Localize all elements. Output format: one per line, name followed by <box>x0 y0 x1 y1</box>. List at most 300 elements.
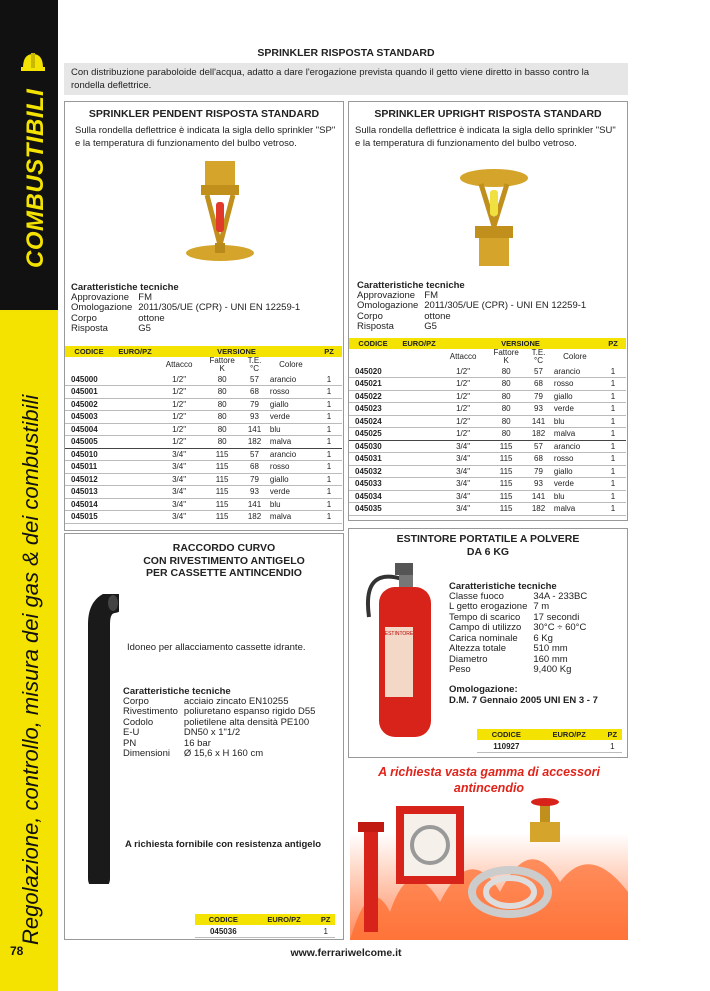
spec-value: 510 mm <box>533 643 568 655</box>
row-pz: 1 <box>600 365 626 378</box>
intro-text: Con distribuzione paraboloide dell'acqua, adatto a dare l'erogazione prevista quando il getto viene diretto in basso contro la rondella deflettrice. <box>64 63 628 95</box>
spec-value: 9,400 Kg <box>533 664 572 676</box>
row-code: 045003 <box>65 411 113 424</box>
row-euro <box>397 453 441 466</box>
helmet-icon <box>20 50 46 74</box>
row-t: 79 <box>243 473 266 486</box>
col-pz: PZ <box>316 346 342 357</box>
row-attacco: 3/4" <box>157 511 201 524</box>
row-colore: malva <box>550 428 600 441</box>
row-colore: arancio <box>550 440 600 453</box>
spec-value: G5 <box>424 321 437 333</box>
promo-line2: antincendio <box>453 781 525 796</box>
row-t: 182 <box>243 511 266 524</box>
row-t: 68 <box>527 378 550 391</box>
row-k: 80 <box>485 378 527 391</box>
table-row <box>65 423 342 436</box>
spec-value: 17 secondi <box>533 611 580 623</box>
col-codice: CODICE <box>195 914 252 925</box>
upright-product-table-wrap <box>349 338 626 516</box>
row-attacco: 1/2" <box>441 428 485 441</box>
row-euro <box>113 411 157 424</box>
upright-description: Sulla rondella deflettrice è indicata la sigla dello sprinkler "SU" e la temperatura di funzionamento del bulbo vetroso. <box>355 125 616 149</box>
row-t: 93 <box>527 403 550 416</box>
row-pz: 1 <box>600 403 626 416</box>
raccordo-title-line3: PER CASSETTE ANTINCENDIO <box>146 567 302 580</box>
spec-label: Codolo <box>123 716 154 728</box>
spec-label: Diametro <box>449 653 488 665</box>
spec-value: poliuretano espanso rigido D55 <box>183 706 316 718</box>
row-attacco: 1/2" <box>157 373 201 386</box>
row-pz: 1 <box>316 461 342 474</box>
pendent-specs-table <box>71 293 306 335</box>
col-codice: CODICE <box>477 729 536 740</box>
row-k: 80 <box>201 386 243 399</box>
row-code: 045021 <box>349 378 397 391</box>
row-k: 80 <box>485 428 527 441</box>
spec-label: Risposta <box>357 321 394 333</box>
row-attacco: 3/4" <box>441 465 485 478</box>
row-pz: 1 <box>316 448 342 461</box>
row-t: 68 <box>243 461 266 474</box>
row-pz: 1 <box>600 490 626 503</box>
row-colore: arancio <box>266 448 316 461</box>
row-code: 045023 <box>349 403 397 416</box>
promo-line1: A richiesta vasta gamma di accessori <box>378 765 600 779</box>
row-euro <box>397 503 441 516</box>
row-colore: verde <box>266 411 316 424</box>
row-pz: 1 <box>600 503 626 516</box>
accessories-promo <box>350 762 628 940</box>
pendent-specs <box>71 282 306 335</box>
row-euro <box>113 473 157 486</box>
row-colore: malva <box>550 503 600 516</box>
row-attacco: 1/2" <box>441 415 485 428</box>
table-row <box>65 398 342 411</box>
row-t: 141 <box>243 498 266 511</box>
pendent-product-table-wrap <box>65 346 342 524</box>
raccordo-pipe-image <box>79 594 119 884</box>
row-t: 182 <box>527 503 550 516</box>
row-pz: 1 <box>600 428 626 441</box>
row-code: 045000 <box>65 373 113 386</box>
col-codice: CODICE <box>349 338 397 349</box>
spec-value: 34A - 233BC <box>533 591 588 602</box>
row-code: 045013 <box>65 486 113 499</box>
col-euro: EURO/PZ <box>113 346 157 357</box>
spec-value: G5 <box>138 323 151 335</box>
pendent-sprinkler-image <box>175 157 265 277</box>
row-pz: 1 <box>316 373 342 386</box>
row-pz: 1 <box>600 378 626 391</box>
row-attacco: 1/2" <box>441 390 485 403</box>
table-row <box>349 453 626 466</box>
col-pz: PZ <box>603 729 622 740</box>
col-pz: PZ <box>316 914 335 925</box>
row-k: 115 <box>485 465 527 478</box>
raccordo-title <box>65 542 343 580</box>
row-attacco: 1/2" <box>157 386 201 399</box>
row-euro <box>113 511 157 524</box>
row-t: 182 <box>527 428 550 441</box>
pendent-specs-title: Caratteristiche tecniche <box>71 282 179 293</box>
row-k: 115 <box>201 461 243 474</box>
page-title: SPRINKLER RISPOSTA STANDARD <box>257 47 435 59</box>
col-fattore: Fattore K <box>201 357 243 373</box>
spec-value: ottone <box>424 310 451 322</box>
table-row <box>349 403 626 416</box>
row-colore: rosso <box>266 386 316 399</box>
table-row <box>349 415 626 428</box>
row-k: 115 <box>201 486 243 499</box>
row-code: 045034 <box>349 490 397 503</box>
spec-label: Tempo di scarico <box>449 611 521 623</box>
upright-product-table <box>349 338 626 516</box>
upright-specs-table <box>357 291 592 333</box>
upright-panel <box>348 101 628 521</box>
row-euro <box>397 403 441 416</box>
row-attacco: 3/4" <box>157 498 201 511</box>
estintore-omologazione: D.M. 7 Gennaio 2005 UNI EN 3 - 7 <box>449 694 598 706</box>
row-euro <box>397 478 441 491</box>
row-t: 141 <box>527 415 550 428</box>
row-t: 57 <box>243 448 266 461</box>
row-t: 79 <box>527 390 550 403</box>
spec-value: Ø 15,6 x H 160 cm <box>183 748 264 760</box>
row-pz: 1 <box>316 511 342 524</box>
row-t: 79 <box>243 398 266 411</box>
row-k: 80 <box>201 436 243 449</box>
estintore-product-table <box>477 729 622 753</box>
row-euro <box>113 373 157 386</box>
row-pz: 1 <box>600 453 626 466</box>
row-t: 141 <box>527 490 550 503</box>
spec-label: PN <box>123 737 137 749</box>
row-euro <box>397 390 441 403</box>
row-k: 115 <box>485 503 527 516</box>
extinguisher-image <box>357 557 437 747</box>
row-pz: 1 <box>316 486 342 499</box>
row-colore: giallo <box>550 390 600 403</box>
footer-url[interactable]: www.ferrariwelcome.it <box>290 947 402 959</box>
row-k: 115 <box>485 440 527 453</box>
pendent-description: Sulla rondella deflettrice è indicata la sigla dello sprinkler "SP" e la temperatura di funzionamento del bulbo vetroso. <box>75 125 336 149</box>
spec-value: 2011/305/UE (CPR) - UNI EN 12259-1 <box>138 302 301 314</box>
row-euro <box>397 440 441 453</box>
row-code: 045022 <box>349 390 397 403</box>
spec-label: Altezza totale <box>449 643 507 655</box>
raccordo-note: A richiesta fornibile con resistenza antigelo <box>125 839 322 850</box>
spec-value: 2011/305/UE (CPR) - UNI EN 12259-1 <box>424 300 587 312</box>
spec-value: polietilene alta densità PE100 <box>183 716 310 728</box>
row-colore: blu <box>266 498 316 511</box>
raccordo-description: Idoneo per allacciamento cassette idrante. <box>127 642 306 653</box>
row-pz: 1 <box>316 498 342 511</box>
row-k: 115 <box>201 511 243 524</box>
row-code: 110927 <box>477 740 536 753</box>
pendent-panel <box>64 101 344 531</box>
estintore-table-wrap <box>477 729 622 753</box>
estintore-specs-table <box>449 592 593 676</box>
row-colore: giallo <box>550 465 600 478</box>
fire-accessories-image <box>350 762 628 940</box>
row-code: 045005 <box>65 436 113 449</box>
row-k: 80 <box>201 411 243 424</box>
spec-label: Omologazione <box>71 302 133 314</box>
table-row <box>477 740 622 753</box>
row-code: 045004 <box>65 423 113 436</box>
row-pz: 1 <box>600 478 626 491</box>
row-k: 115 <box>485 478 527 491</box>
row-euro <box>113 498 157 511</box>
table-row <box>349 390 626 403</box>
row-code: 045030 <box>349 440 397 453</box>
spec-value: 16 bar <box>183 737 211 749</box>
row-colore: blu <box>266 423 316 436</box>
row-colore: arancio <box>550 365 600 378</box>
upright-specs-title: Caratteristiche tecniche <box>357 280 465 291</box>
estintore-panel <box>348 528 628 758</box>
row-t: 68 <box>243 386 266 399</box>
col-codice: CODICE <box>65 346 113 357</box>
row-colore: giallo <box>266 398 316 411</box>
table-row <box>65 486 342 499</box>
table-row <box>349 503 626 516</box>
row-t: 93 <box>527 478 550 491</box>
table-row <box>349 465 626 478</box>
spec-value: DN50 x 1"1/2 <box>183 727 241 739</box>
row-pz: 1 <box>316 473 342 486</box>
row-colore: verde <box>550 478 600 491</box>
row-euro <box>536 740 603 753</box>
row-t: 57 <box>527 440 550 453</box>
row-colore: arancio <box>266 373 316 386</box>
extinguisher-label-text: ESTINTORE <box>384 631 414 637</box>
row-code: 045015 <box>65 511 113 524</box>
row-attacco: 1/2" <box>157 423 201 436</box>
sidebar-section-label: Regolazione, controllo, misura dei gas & dei combustibili <box>18 394 43 945</box>
table-row <box>65 411 342 424</box>
raccordo-table-wrap <box>195 914 335 938</box>
spec-label: Campo di utilizzo <box>449 622 522 634</box>
table-row <box>65 498 342 511</box>
row-t: 182 <box>243 436 266 449</box>
row-attacco: 1/2" <box>441 365 485 378</box>
row-t: 57 <box>243 373 266 386</box>
row-k: 80 <box>201 423 243 436</box>
row-attacco: 1/2" <box>157 436 201 449</box>
row-code: 045014 <box>65 498 113 511</box>
spec-label: E-U <box>123 727 140 739</box>
row-colore: giallo <box>266 473 316 486</box>
upright-sprinkler-image <box>449 162 539 272</box>
col-attacco: Attacco <box>441 349 485 365</box>
row-k: 115 <box>201 473 243 486</box>
spec-label: Omologazione <box>357 300 419 312</box>
row-pz: 1 <box>316 436 342 449</box>
row-k: 80 <box>201 398 243 411</box>
row-pz: 1 <box>316 386 342 399</box>
spec-label: Dimensioni <box>123 748 170 760</box>
table-row <box>349 490 626 503</box>
row-colore: rosso <box>550 378 600 391</box>
row-t: 57 <box>527 365 550 378</box>
row-attacco: 3/4" <box>441 453 485 466</box>
spec-label: Corpo <box>123 696 149 707</box>
row-euro <box>113 398 157 411</box>
row-attacco: 3/4" <box>157 473 201 486</box>
sidebar-category-label: COMBUSTIBILI <box>22 88 49 268</box>
row-k: 80 <box>485 403 527 416</box>
spec-label: Peso <box>449 664 471 676</box>
spec-value: acciaio zincato EN10255 <box>183 696 289 707</box>
row-euro <box>113 436 157 449</box>
col-te: T.E. °C <box>243 357 266 373</box>
row-code: 045032 <box>349 465 397 478</box>
row-code: 045024 <box>349 415 397 428</box>
row-k: 80 <box>485 365 527 378</box>
raccordo-title-line1: RACCORDO CURVO <box>172 542 276 554</box>
col-colore: Colore <box>266 357 316 373</box>
row-attacco: 1/2" <box>157 411 201 424</box>
col-versione: VERSIONE <box>157 346 316 357</box>
raccordo-product-table <box>195 914 335 938</box>
col-versione: VERSIONE <box>441 338 600 349</box>
row-attacco: 3/4" <box>441 440 485 453</box>
row-attacco: 3/4" <box>441 503 485 516</box>
row-euro <box>113 423 157 436</box>
col-colore: Colore <box>550 349 600 365</box>
col-euro: EURO/PZ <box>397 338 441 349</box>
row-attacco: 1/2" <box>441 378 485 391</box>
row-euro <box>397 378 441 391</box>
table-row <box>65 386 342 399</box>
raccordo-specs-title: Caratteristiche tecniche <box>123 686 231 697</box>
spec-value: 6 Kg <box>533 632 553 644</box>
row-code: 045001 <box>65 386 113 399</box>
table-row <box>65 461 342 474</box>
row-t: 141 <box>243 423 266 436</box>
row-k: 80 <box>201 373 243 386</box>
pendent-rows <box>65 373 342 523</box>
row-pz: 1 <box>600 440 626 453</box>
spec-value: 30°C ÷ 60°C <box>533 622 587 634</box>
page-number: 78 <box>10 944 24 958</box>
row-pz: 1 <box>600 415 626 428</box>
spec-value: FM <box>138 292 152 303</box>
row-t: 93 <box>243 411 266 424</box>
table-row <box>349 365 626 378</box>
row-euro <box>397 365 441 378</box>
row-code: 045025 <box>349 428 397 441</box>
row-colore: blu <box>550 415 600 428</box>
pendent-product-table <box>65 346 342 524</box>
raccordo-panel <box>64 533 344 940</box>
row-code: 045012 <box>65 473 113 486</box>
row-code: 045033 <box>349 478 397 491</box>
table-row <box>65 436 342 449</box>
row-colore: verde <box>266 486 316 499</box>
row-t: 79 <box>527 465 550 478</box>
col-euro: EURO/PZ <box>536 729 603 740</box>
estintore-specs <box>449 581 598 706</box>
row-attacco: 3/4" <box>157 486 201 499</box>
table-row <box>349 440 626 453</box>
row-euro <box>252 925 317 938</box>
row-euro <box>113 386 157 399</box>
raccordo-specs-table <box>123 697 321 760</box>
row-euro <box>397 428 441 441</box>
pendent-title: SPRINKLER PENDENT RISPOSTA STANDARD <box>88 108 320 120</box>
upright-specs <box>357 280 592 333</box>
row-attacco: 1/2" <box>441 403 485 416</box>
row-pz: 1 <box>600 390 626 403</box>
row-attacco: 3/4" <box>157 461 201 474</box>
upright-rows <box>349 365 626 515</box>
row-attacco: 3/4" <box>157 448 201 461</box>
table-row <box>65 373 342 386</box>
table-row <box>349 478 626 491</box>
row-pz: 1 <box>316 925 335 938</box>
row-pz: 1 <box>316 423 342 436</box>
row-k: 80 <box>485 390 527 403</box>
col-euro: EURO/PZ <box>252 914 317 925</box>
row-euro <box>397 490 441 503</box>
col-te: T.E. °C <box>527 349 550 365</box>
row-colore: rosso <box>550 453 600 466</box>
spec-label: Rivestimento <box>123 706 178 718</box>
row-pz: 1 <box>603 740 622 753</box>
row-euro <box>113 461 157 474</box>
spec-label: Approvazione <box>357 290 416 301</box>
spec-value: ottone <box>138 312 165 324</box>
row-attacco: 3/4" <box>441 478 485 491</box>
row-k: 80 <box>485 415 527 428</box>
spec-label: Corpo <box>71 312 97 324</box>
estintore-omologazione-title: Omologazione: <box>449 683 518 695</box>
row-colore: malva <box>266 511 316 524</box>
row-euro <box>113 448 157 461</box>
row-t: 93 <box>243 486 266 499</box>
estintore-title-line1: ESTINTORE PORTATILE A POLVERE <box>396 533 580 545</box>
row-pz: 1 <box>600 465 626 478</box>
row-colore: blu <box>550 490 600 503</box>
table-row <box>65 511 342 524</box>
table-row <box>349 378 626 391</box>
estintore-specs-title: Caratteristiche tecniche <box>449 581 557 592</box>
spec-label: Classe fuoco <box>449 591 504 602</box>
row-pz: 1 <box>316 411 342 424</box>
table-row <box>195 925 335 938</box>
row-code: 045010 <box>65 448 113 461</box>
row-euro <box>397 465 441 478</box>
row-t: 68 <box>527 453 550 466</box>
row-k: 115 <box>201 448 243 461</box>
row-code: 045020 <box>349 365 397 378</box>
table-row <box>349 428 626 441</box>
spec-label: Corpo <box>357 310 383 322</box>
spec-label: L getto erogazione <box>449 601 528 613</box>
spec-value: FM <box>424 290 438 301</box>
col-fattore: Fattore K <box>485 349 527 365</box>
row-colore: malva <box>266 436 316 449</box>
raccordo-specs <box>123 686 321 760</box>
table-row <box>65 473 342 486</box>
estintore-title <box>349 533 627 558</box>
col-pz: PZ <box>600 338 626 349</box>
row-pz: 1 <box>316 398 342 411</box>
spec-label: Carica nominale <box>449 632 518 644</box>
